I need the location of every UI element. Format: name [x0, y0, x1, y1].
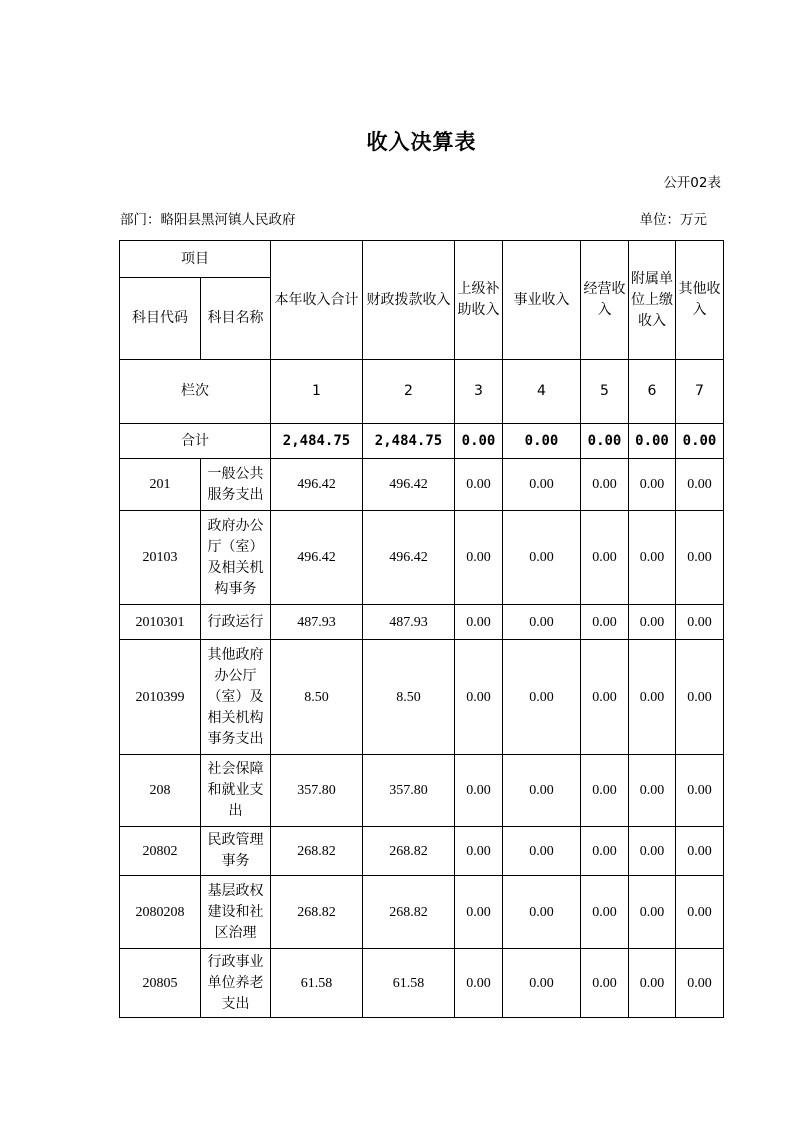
subject-code: 2010399 [120, 640, 201, 755]
header-col-4: 事业收入 [503, 241, 581, 360]
amount-cell: 0.00 [503, 511, 581, 605]
total-value: 2,484.75 [363, 424, 455, 459]
amount-cell: 0.00 [455, 949, 503, 1018]
amount-cell: 0.00 [629, 949, 676, 1018]
amount-cell: 268.82 [271, 827, 363, 876]
amount-cell: 0.00 [581, 605, 629, 640]
amount-cell: 0.00 [455, 876, 503, 949]
amount-cell: 496.42 [363, 459, 455, 511]
amount-cell: 0.00 [629, 459, 676, 511]
amount-cell: 0.00 [629, 827, 676, 876]
total-label: 合计 [120, 424, 271, 459]
amount-cell: 0.00 [581, 459, 629, 511]
table-row [120, 949, 724, 1018]
amount-cell: 0.00 [629, 640, 676, 755]
subject-code: 20802 [120, 827, 201, 876]
subject-name: 政府办公厅（室）及相关机构事务 [201, 511, 271, 605]
table-row [120, 511, 724, 605]
amount-cell: 357.80 [271, 755, 363, 827]
amount-cell: 0.00 [503, 459, 581, 511]
table-row [120, 755, 724, 827]
header-subject-code: 科目代码 [120, 278, 201, 360]
total-value: 0.00 [676, 424, 724, 459]
header-subject-name: 科目名称 [201, 278, 271, 360]
column-number: 4 [503, 360, 581, 424]
subject-code: 2080208 [120, 876, 201, 949]
amount-cell: 61.58 [363, 949, 455, 1018]
header-col-5: 经营收入 [581, 241, 629, 360]
amount-cell: 357.80 [363, 755, 455, 827]
amount-cell: 0.00 [455, 605, 503, 640]
subject-code: 208 [120, 755, 201, 827]
amount-cell: 8.50 [271, 640, 363, 755]
amount-cell: 0.00 [503, 640, 581, 755]
amount-cell: 0.00 [676, 511, 724, 605]
amount-cell: 268.82 [363, 876, 455, 949]
amount-cell: 0.00 [503, 876, 581, 949]
amount-cell: 0.00 [676, 949, 724, 1018]
total-value: 0.00 [629, 424, 676, 459]
amount-cell: 268.82 [363, 827, 455, 876]
column-order-label: 栏次 [120, 360, 271, 424]
amount-cell: 0.00 [581, 827, 629, 876]
amount-cell: 0.00 [581, 511, 629, 605]
page-title: 收入决算表 [366, 130, 477, 154]
column-number: 5 [581, 360, 629, 424]
subject-code: 20103 [120, 511, 201, 605]
amount-cell: 0.00 [581, 755, 629, 827]
amount-cell: 8.50 [363, 640, 455, 755]
amount-cell: 268.82 [271, 876, 363, 949]
total-value: 2,484.75 [271, 424, 363, 459]
amount-cell: 487.93 [363, 605, 455, 640]
amount-cell: 0.00 [629, 605, 676, 640]
subject-name: 基层政权建设和社区治理 [201, 876, 271, 949]
amount-cell: 0.00 [629, 755, 676, 827]
column-number: 3 [455, 360, 503, 424]
subject-code: 20805 [120, 949, 201, 1018]
amount-cell: 0.00 [676, 876, 724, 949]
column-number: 1 [271, 360, 363, 424]
table-row [120, 459, 724, 511]
total-value: 0.00 [581, 424, 629, 459]
amount-cell: 0.00 [676, 605, 724, 640]
amount-cell: 496.42 [271, 459, 363, 511]
table-row [120, 605, 724, 640]
table-row [120, 827, 724, 876]
table-row [120, 876, 724, 949]
header-col-6: 附属单位上缴收入 [629, 241, 676, 360]
amount-cell: 0.00 [503, 949, 581, 1018]
amount-cell: 0.00 [629, 876, 676, 949]
subject-code: 2010301 [120, 605, 201, 640]
unit-label: 单位：万元 [639, 212, 707, 228]
amount-cell: 0.00 [455, 459, 503, 511]
form-number: 公开02表 [663, 175, 721, 191]
amount-cell: 0.00 [455, 511, 503, 605]
amount-cell: 0.00 [455, 640, 503, 755]
amount-cell: 0.00 [676, 459, 724, 511]
total-value: 0.00 [455, 424, 503, 459]
subject-name: 行政运行 [201, 605, 271, 640]
amount-cell: 0.00 [503, 827, 581, 876]
subject-code: 201 [120, 459, 201, 511]
income-table [119, 240, 724, 1018]
header-item: 项目 [120, 241, 271, 278]
amount-cell: 0.00 [676, 640, 724, 755]
subject-name: 行政事业单位养老支出 [201, 949, 271, 1018]
amount-cell: 0.00 [503, 605, 581, 640]
total-value: 0.00 [503, 424, 581, 459]
subject-name: 民政管理事务 [201, 827, 271, 876]
department-label: 部门：略阳县黑河镇人民政府 [120, 212, 296, 228]
total-row [120, 424, 724, 459]
subject-name: 社会保障和就业支出 [201, 755, 271, 827]
amount-cell: 0.00 [676, 827, 724, 876]
amount-cell: 496.42 [271, 511, 363, 605]
header-col-2: 财政拨款收入 [363, 241, 455, 360]
amount-cell: 0.00 [503, 755, 581, 827]
amount-cell: 61.58 [271, 949, 363, 1018]
amount-cell: 0.00 [629, 511, 676, 605]
column-number: 7 [676, 360, 724, 424]
header-col-3: 上级补助收入 [455, 241, 503, 360]
subject-name: 一般公共服务支出 [201, 459, 271, 511]
column-number: 6 [629, 360, 676, 424]
amount-cell: 0.00 [455, 755, 503, 827]
amount-cell: 487.93 [271, 605, 363, 640]
amount-cell: 0.00 [676, 755, 724, 827]
table-row [120, 640, 724, 755]
column-number: 2 [363, 360, 455, 424]
header-col-1: 本年收入合计 [271, 241, 363, 360]
amount-cell: 0.00 [581, 949, 629, 1018]
amount-cell: 0.00 [581, 876, 629, 949]
subject-name: 其他政府办公厅（室）及相关机构事务支出 [201, 640, 271, 755]
amount-cell: 0.00 [581, 640, 629, 755]
amount-cell: 0.00 [455, 827, 503, 876]
header-col-7: 其他收入 [676, 241, 724, 360]
amount-cell: 496.42 [363, 511, 455, 605]
